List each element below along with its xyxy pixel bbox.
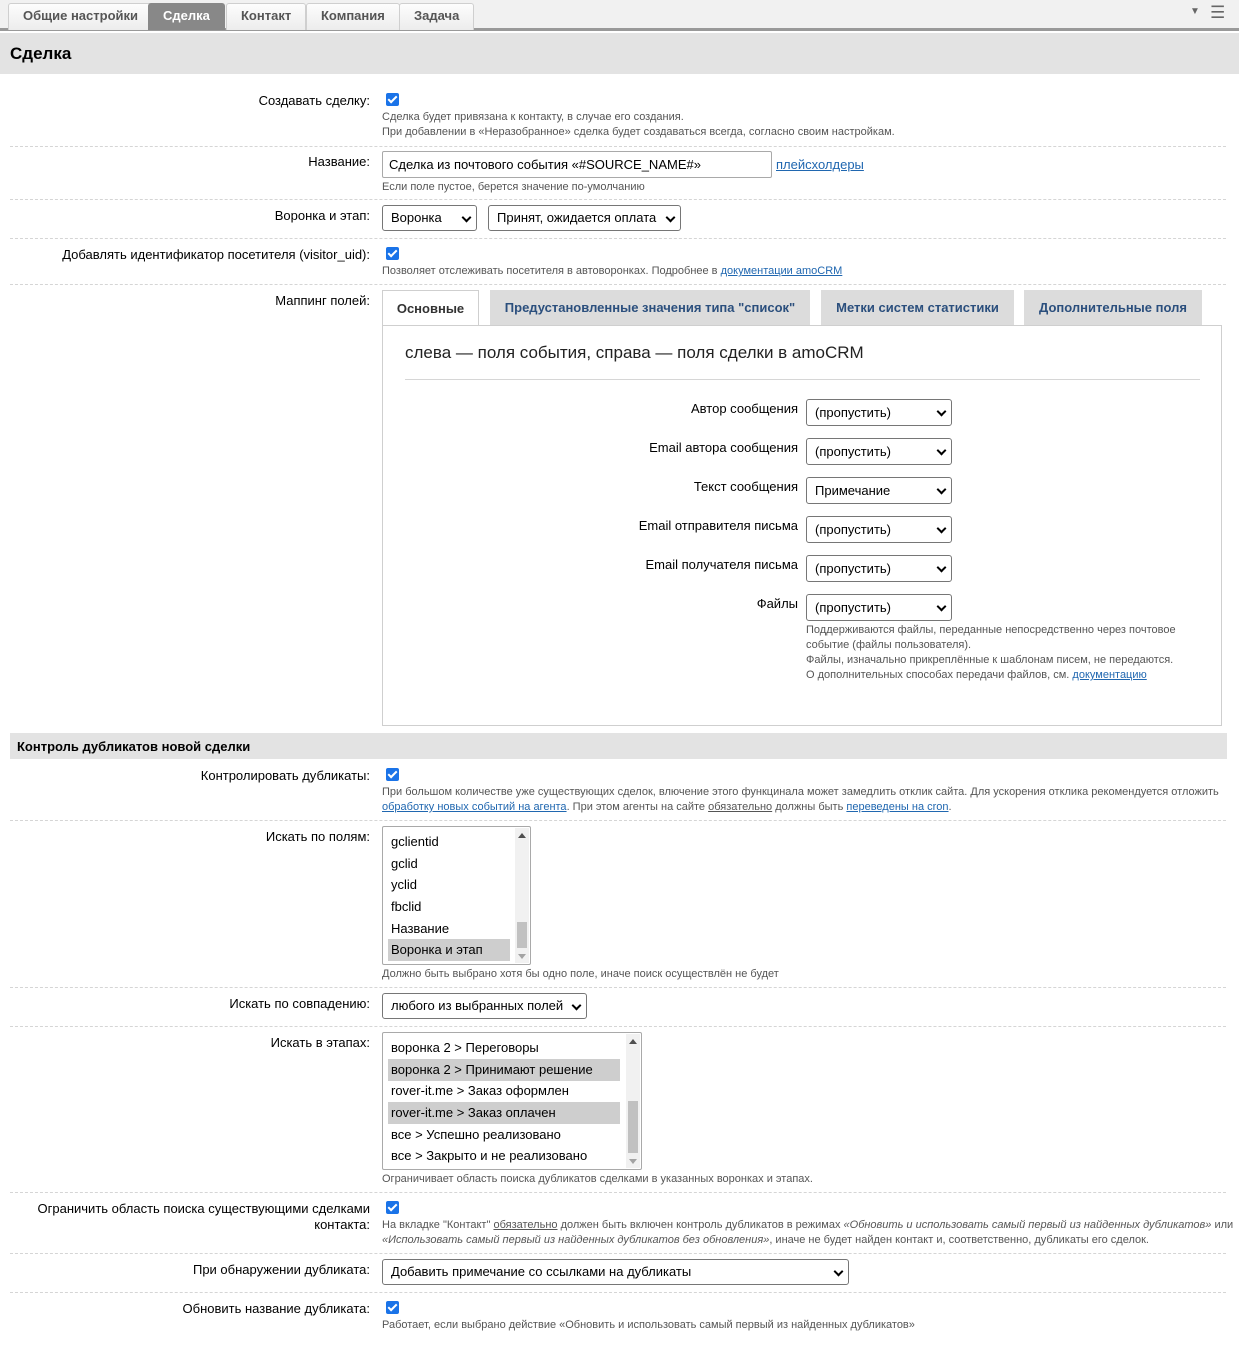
chevron-down-icon bbox=[937, 563, 947, 573]
mapping-heading: слева — поля события, справа — поля сделки в amoCRM bbox=[405, 343, 864, 362]
visitor-hint-text: Позволяет отслеживать посетителя в автоворонках. Подробнее в bbox=[382, 265, 718, 277]
map-select-text[interactable] bbox=[806, 477, 952, 504]
list-item[interactable]: Название bbox=[391, 921, 450, 936]
chevron-down-icon bbox=[937, 602, 947, 612]
funnel-label: Воронка и этап: bbox=[274, 208, 370, 223]
mapping-label: Маппинг полей: bbox=[275, 293, 370, 308]
create-deal-checkbox[interactable] bbox=[386, 93, 399, 106]
list-item[interactable]: воронка 2 > Переговоры bbox=[391, 1040, 539, 1055]
dup-control-hint2 bbox=[382, 800, 952, 815]
scrollbar-thumb[interactable] bbox=[628, 1101, 638, 1153]
dup-limit-hint1 bbox=[382, 1218, 1233, 1233]
map-select-sender-email-value: (пропустить) bbox=[815, 522, 891, 537]
duplicates-title: Контроль дубликатов новой сделки bbox=[17, 739, 251, 754]
list-item[interactable]: gclientid bbox=[391, 834, 439, 849]
dup-limit-hint1-italic: «Обновить и использовать самый первый из найденных дубликатов» bbox=[843, 1219, 1212, 1231]
map-label-author-email: Email автора сообщения bbox=[649, 440, 798, 455]
dup-stages-listbox[interactable] bbox=[382, 1032, 642, 1170]
funnel-select[interactable] bbox=[382, 205, 477, 231]
divider bbox=[10, 1026, 1226, 1027]
dup-limit-hint2-italic: «Использовать самый первый из найденных дубликатов без обновления» bbox=[382, 1234, 770, 1246]
files-hint2: событие (файлы пользователя). bbox=[806, 639, 972, 651]
tab-general[interactable]: Общие настройки bbox=[8, 3, 153, 30]
dup-stages-hint: Ограничивает область поиска дубликатов сделками в указанных воронках и этапах. bbox=[382, 1173, 813, 1185]
dup-on-found-select-value: Добавить примечание со ссылками на дубликаты bbox=[391, 1264, 692, 1279]
mapping-tab-utm[interactable]: Метки систем статистики bbox=[821, 290, 1014, 326]
dup-fields-listbox[interactable] bbox=[382, 826, 531, 965]
dup-limit-label2: контакта: bbox=[314, 1217, 370, 1232]
list-item-selected[interactable]: rover-it.me > Заказ оплачен bbox=[388, 1102, 620, 1124]
list-item[interactable]: fbclid bbox=[391, 899, 422, 914]
map-select-author-value: (пропустить) bbox=[815, 405, 891, 420]
scroll-down-icon[interactable] bbox=[629, 1159, 637, 1164]
map-label-files: Файлы bbox=[756, 596, 798, 611]
divider bbox=[10, 820, 1226, 821]
files-docs-link[interactable]: документацию bbox=[1072, 669, 1147, 681]
list-item-selected[interactable]: воронка 2 > Принимают решение bbox=[388, 1059, 620, 1081]
dup-control-label: Контролировать дубликаты: bbox=[200, 768, 370, 783]
cron-link[interactable]: переведены на cron bbox=[846, 801, 949, 813]
divider bbox=[10, 1292, 1226, 1293]
dup-match-select[interactable] bbox=[382, 993, 587, 1019]
create-deal-hint1: Сделка будет привязана к контакту, в случае его создания. bbox=[382, 111, 684, 123]
mandatory-link[interactable]: обязательно bbox=[493, 1219, 558, 1231]
chevron-down-icon bbox=[937, 485, 947, 495]
tab-company[interactable]: Компания bbox=[306, 3, 400, 30]
chevron-down-icon bbox=[937, 524, 947, 534]
chevron-down-icon bbox=[462, 213, 472, 223]
stage-select[interactable] bbox=[488, 205, 681, 231]
list-item[interactable]: yclid bbox=[391, 877, 418, 892]
name-label: Название: bbox=[308, 154, 370, 169]
create-deal-label: Создавать сделку: bbox=[258, 93, 370, 108]
name-input[interactable]: Сделка из почтового события «#SOURCE_NAME#» bbox=[382, 151, 772, 178]
scrollbar-thumb[interactable] bbox=[517, 922, 527, 948]
visitor-checkbox[interactable] bbox=[386, 247, 399, 260]
dup-limit-hint1b: должен быть включен контроль дубликатов в режимах bbox=[560, 1219, 841, 1231]
map-select-author[interactable] bbox=[806, 399, 952, 426]
chevron-down-icon bbox=[937, 446, 947, 456]
stage-select-value: Принят, ожидается оплата bbox=[497, 210, 657, 225]
chevron-down-icon[interactable]: ▼ bbox=[1190, 6, 1200, 17]
chevron-down-icon bbox=[834, 1267, 844, 1277]
map-select-recipient-email[interactable] bbox=[806, 555, 952, 582]
divider bbox=[10, 284, 1226, 285]
map-select-files[interactable] bbox=[806, 594, 952, 621]
dup-control-hint2-mid2: должны быть bbox=[775, 801, 844, 813]
dup-on-found-label: При обнаружении дубликата: bbox=[192, 1262, 370, 1277]
map-label-text: Текст сообщения bbox=[693, 479, 798, 494]
mapping-tab-main[interactable]: Основные bbox=[382, 290, 479, 327]
map-label-sender-email: Email отправителя письма bbox=[638, 518, 798, 533]
map-select-author-email-value: (пропустить) bbox=[815, 444, 891, 459]
chevron-down-icon bbox=[572, 1001, 582, 1011]
tab-deal[interactable]: Сделка bbox=[148, 3, 225, 30]
dup-update-name-hint: Работает, если выбрано действие «Обновить и использовать самый первый из найденных дубликатов» bbox=[382, 1319, 915, 1331]
scroll-up-icon[interactable] bbox=[629, 1039, 637, 1044]
chevron-down-icon bbox=[937, 407, 947, 417]
map-select-recipient-email-value: (пропустить) bbox=[815, 561, 891, 576]
list-item[interactable]: все > Успешно реализовано bbox=[391, 1127, 561, 1142]
page-title: Сделка bbox=[10, 44, 72, 63]
duplicates-header bbox=[10, 733, 1227, 759]
dup-stages-label: Искать в этапах: bbox=[270, 1035, 370, 1050]
dup-limit-hint2 bbox=[382, 1233, 1149, 1248]
divider bbox=[10, 146, 1226, 147]
dup-fields-hint: Должно быть выбрано хотя бы одно поле, иначе поиск осуществлён не будет bbox=[382, 968, 779, 980]
files-hint4-text: О дополнительных способах передачи файлов, см. bbox=[806, 669, 1070, 681]
chevron-down-icon bbox=[666, 213, 676, 223]
create-deal-hint2: При добавлении в «Неразобранное» сделка будет создаваться всегда, согласно своим настройкам. bbox=[382, 126, 895, 138]
dup-limit-checkbox[interactable] bbox=[386, 1201, 399, 1214]
divider bbox=[10, 238, 1226, 239]
dup-limit-hint2b: , иначе не будет найден контакт и, соответственно, дубликаты его сделок. bbox=[769, 1234, 1149, 1246]
files-hint1: Поддерживаются файлы, переданные непосредственно через почтовое bbox=[806, 624, 1176, 636]
map-label-author: Автор сообщения bbox=[691, 401, 798, 416]
dup-update-name-checkbox[interactable] bbox=[386, 1301, 399, 1314]
amocrm-docs-link[interactable]: документации amoCRM bbox=[720, 265, 843, 277]
divider bbox=[10, 1192, 1226, 1193]
dup-control-hint2-mid: . При этом агенты на сайте bbox=[566, 801, 706, 813]
dup-on-found-select[interactable] bbox=[382, 1259, 849, 1285]
dup-match-label: Искать по совпадению: bbox=[229, 996, 370, 1011]
dup-limit-label1: Ограничить область поиска существующими сделками bbox=[37, 1201, 370, 1216]
tab-contact[interactable]: Контакт bbox=[226, 3, 306, 30]
section-header bbox=[0, 33, 1239, 74]
files-hint3: Файлы, изначально прикреплённые к шаблонам писем, не передаются. bbox=[806, 654, 1174, 666]
tab-task[interactable]: Задача bbox=[399, 3, 474, 30]
dup-match-select-value: любого из выбранных полей bbox=[391, 998, 564, 1013]
funnel-select-value: Воронка bbox=[391, 210, 442, 225]
divider bbox=[10, 987, 1226, 988]
mapping-tab-preset[interactable]: Предустановленные значения типа "список" bbox=[490, 290, 810, 326]
menu-icon[interactable]: ☰ bbox=[1210, 3, 1226, 22]
dup-limit-hint1c: или bbox=[1214, 1219, 1234, 1231]
map-select-author-email[interactable] bbox=[806, 438, 952, 465]
visitor-label: Добавлять идентификатор посетителя (visitor_uid): bbox=[62, 247, 370, 262]
dup-fields-label: Искать по полям: bbox=[265, 829, 370, 844]
name-hint: Если поле пустое, берется значение по-умолчанию bbox=[382, 181, 645, 193]
map-label-recipient-email: Email получателя письма bbox=[645, 557, 798, 572]
list-item[interactable]: все > Закрыто и не реализовано bbox=[391, 1148, 588, 1163]
map-select-text-value: Примечание bbox=[815, 483, 891, 498]
visitor-hint bbox=[382, 264, 842, 279]
divider bbox=[10, 199, 1226, 200]
divider bbox=[10, 1253, 1226, 1254]
mandatory-link[interactable]: обязательно bbox=[708, 801, 773, 813]
tab-bar bbox=[0, 0, 1239, 31]
dup-control-hint2-end: . bbox=[948, 801, 952, 813]
list-item[interactable]: gclid bbox=[391, 856, 418, 871]
scroll-up-icon[interactable] bbox=[518, 833, 526, 838]
map-select-files-value: (пропустить) bbox=[815, 600, 891, 615]
dup-update-name-label: Обновить название дубликата: bbox=[182, 1301, 370, 1316]
dup-control-hint1: При большом количестве уже существующих сделок, влючение этого функцинала может замедлить отклик сайта. Для ускорения отклика рекомендуется отложить bbox=[382, 786, 1219, 798]
map-select-sender-email[interactable] bbox=[806, 516, 952, 543]
dup-control-checkbox[interactable] bbox=[386, 768, 399, 781]
mapping-tab-extra[interactable]: Дополнительные поля bbox=[1024, 290, 1202, 326]
placeholders-link[interactable]: плейсхолдеры bbox=[776, 157, 864, 172]
mapping-divider bbox=[405, 379, 1200, 380]
scroll-down-icon[interactable] bbox=[518, 954, 526, 959]
list-item-selected[interactable]: Воронка и этап bbox=[388, 939, 510, 961]
list-item[interactable]: rover-it.me > Заказ оформлен bbox=[391, 1083, 569, 1098]
dup-limit-hint1a: На вкладке "Контакт" bbox=[382, 1219, 491, 1231]
agent-processing-link[interactable]: обработку новых событий на агента bbox=[382, 801, 567, 813]
files-hint4 bbox=[806, 668, 1147, 683]
